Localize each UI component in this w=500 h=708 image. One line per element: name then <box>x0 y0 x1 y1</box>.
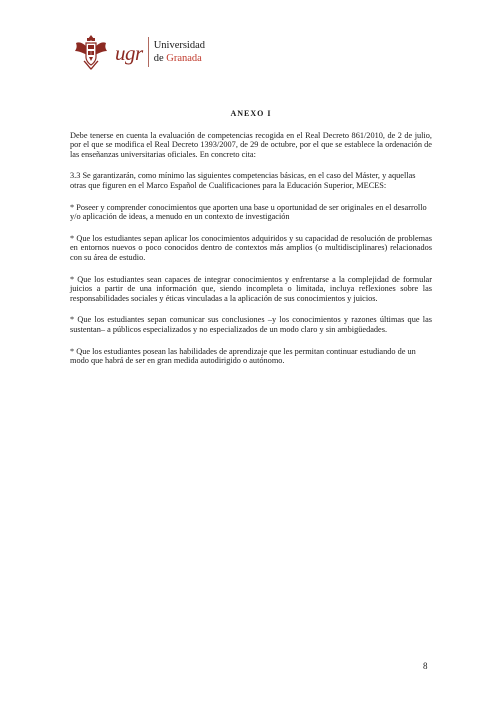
university-name-city: Granada <box>166 53 202 64</box>
university-name-prefix: de <box>153 53 167 64</box>
ugr-logo-text: ugr <box>115 40 143 65</box>
university-name-line2 <box>154 52 205 65</box>
intro-paragraph: Debe tenerse en cuenta la evaluación de competencias recogida en el Real Decreto 861/2010, de 2 de julio, por el que se modifica el Real Decreto 1393/2007, de 29 de octubre, por el que se establece la ordenación de las enseñanzas universitarias oficiales. En concreto cita: <box>70 130 432 159</box>
section-intro-paragraph: 3.3 Se garantizarán, como mínimo las siguientes competencias básicas, en el caso del Máster, y aquellas otras que figuren en el Marco Español de Cualificaciones para la Educación Superior, MECES: <box>70 171 416 190</box>
competency-item: * Que los estudiantes sepan aplicar los conocimientos adquiridos y su capacidad de resolución de problemas en entornos nuevos o poco conocidos dentro de contextos más amplios (o multidisciplinares) relacionados con su área de estudio. <box>70 233 432 262</box>
document-body <box>70 109 432 378</box>
competency-item: * Que los estudiantes sean capaces de integrar conocimientos y enfrentarse a la complejidad de formular juicios a partir de una información que, siendo incompleta o limitada, incluya reflexiones sobre las responsabilidades sociales y éticas vinculadas a la aplicación de sus conocimientos y juicios. <box>70 274 432 303</box>
page-number: 8 <box>423 661 428 671</box>
university-name-line1: Universidad <box>153 40 206 51</box>
document-title: ANEXO I <box>230 109 272 118</box>
university-seal-icon <box>70 31 112 73</box>
university-logo <box>70 30 205 74</box>
competency-item: * Poseer y comprender conocimientos que aporten una base u oportunidad de ser originales en el desarrollo y/o aplicación de ideas, a menudo en un contexto de investigación <box>70 202 427 222</box>
logo-divider <box>148 37 149 67</box>
competency-item: * Que los estudiantes posean las habilidades de aprendizaje que les permitan continuar estudiando de un modo que habrá de ser en gran medida autodirigido o autónomo. <box>70 346 416 366</box>
university-name <box>154 39 205 65</box>
competency-item: * Que los estudiantes sepan comunicar sus conclusiones –y los conocimientos y razones últimas que las sustentan– a públicos especializados y no especializados de un modo claro y sin ambigüedades. <box>70 315 432 334</box>
